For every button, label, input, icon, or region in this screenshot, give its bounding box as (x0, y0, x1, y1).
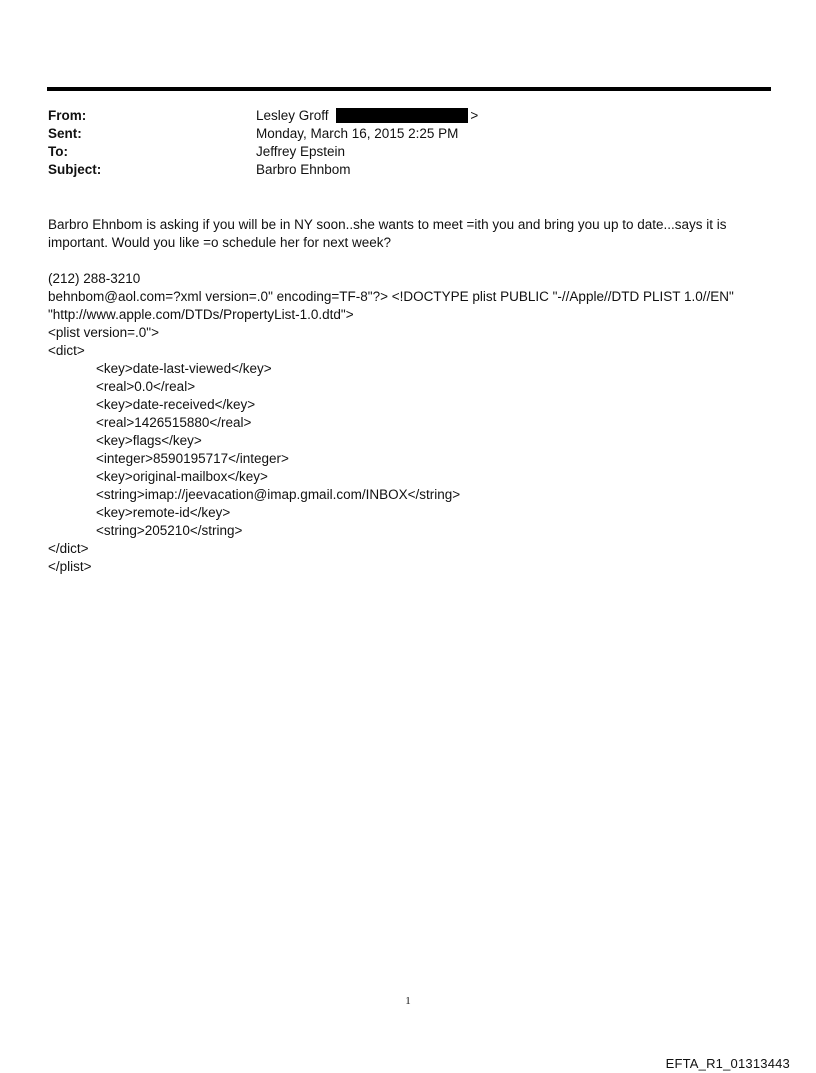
message-line-2: important. Would you like =o schedule her for next week? (48, 235, 392, 250)
from-close-bracket: > (470, 108, 479, 123)
plist-entry-line: <string>imap://jeevacation@imap.gmail.com/INBOX</string> (96, 487, 461, 502)
page-number: 1 (405, 995, 411, 1007)
bates-number: EFTA_R1_01313443 (665, 1056, 790, 1071)
subject-value: Barbro Ehnbom (256, 162, 351, 177)
plist-entry-line: <key>date-received</key> (96, 397, 256, 412)
sent-label: Sent: (48, 126, 82, 141)
from-label: From: (48, 108, 87, 123)
plist-entry-line: <string>205210</string> (96, 523, 243, 538)
dict-close-line: </dict> (48, 541, 89, 556)
message-line-1: Barbro Ehnbom is asking if you will be in NY soon..she wants to meet =ith you and bring you up to date...says it is (48, 217, 727, 232)
plist-entry-line: <key>original-mailbox</key> (96, 469, 268, 484)
plist-entry-line: <real>1426515880</real> (96, 415, 252, 430)
plist-entry-line: <integer>8590195717</integer> (96, 451, 289, 466)
subject-label: Subject: (48, 162, 102, 177)
header-rule (47, 87, 771, 91)
from-row (48, 107, 768, 125)
from-name: Lesley Groff (256, 108, 329, 123)
plist-block (48, 270, 788, 576)
message-body (48, 216, 748, 252)
redaction-bar (336, 108, 468, 123)
plist-entry-line: <key>date-last-viewed</key> (96, 361, 272, 376)
plist-entry-line: <key>remote-id</key> (96, 505, 231, 520)
plist-entry-line: <real>0.0</real> (96, 379, 196, 394)
plist-close-line: </plist> (48, 559, 92, 574)
dtd-url-line: "http://www.apple.com/DTDs/PropertyList-1.0.dtd"> (48, 307, 354, 322)
dict-open-line: <dict> (48, 343, 85, 358)
to-value: Jeffrey Epstein (256, 144, 346, 159)
xml-declaration-line: behnbom@aol.com=?xml version=.0" encoding=TF-8"?> <!DOCTYPE plist PUBLIC "-//Apple//DTD PLIST 1.0//EN" (48, 289, 734, 304)
sent-row (48, 125, 768, 143)
subject-row (48, 161, 768, 179)
plist-open-line: <plist version=.0"> (48, 325, 159, 340)
phone-line: (212) 288-3210 (48, 271, 141, 286)
from-value (256, 107, 768, 125)
plist-entry-line: <key>flags</key> (96, 433, 202, 448)
to-row (48, 143, 768, 161)
email-header (48, 107, 768, 179)
to-label: To: (48, 144, 68, 159)
sent-value: Monday, March 16, 2015 2:25 PM (256, 126, 459, 141)
